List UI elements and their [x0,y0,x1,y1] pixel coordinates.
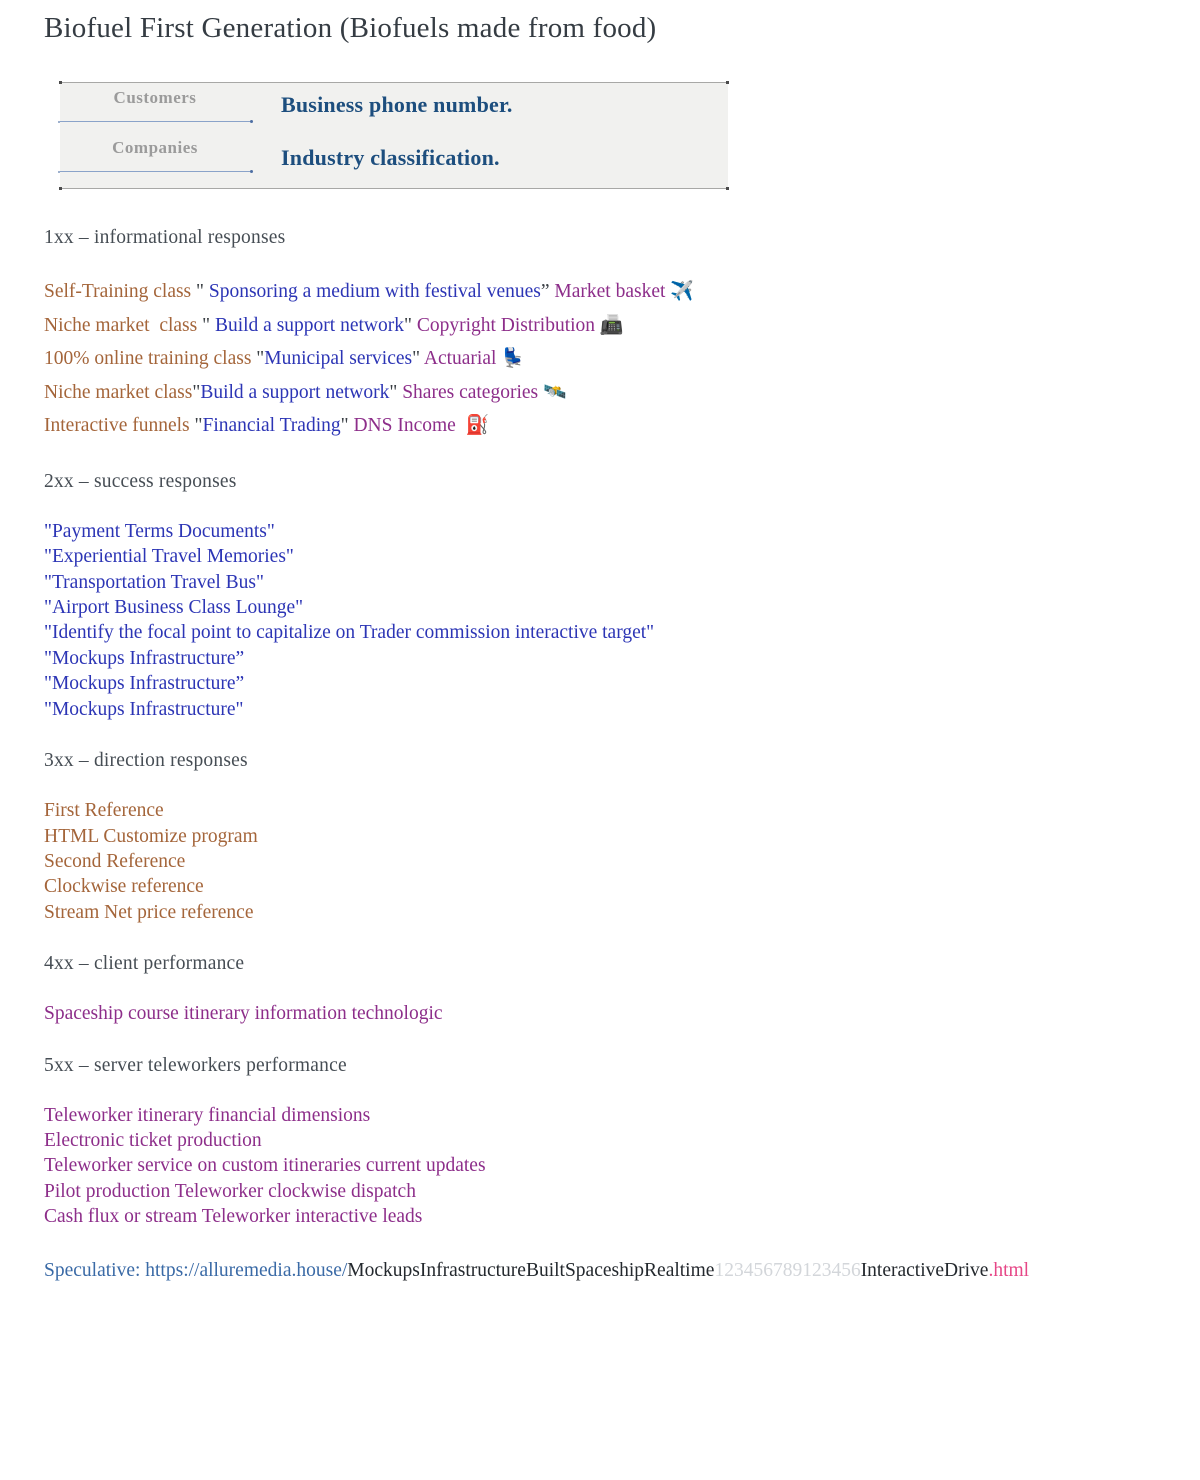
link-text-brown[interactable]: Self-Training class [44,281,197,303]
quote-mark: " [412,348,421,370]
section-2xx-line[interactable] [44,595,1156,620]
link-text-brown[interactable]: HTML Customize program [44,825,258,847]
link-text-purple[interactable]: Electronic ticket production [44,1129,262,1151]
link-text-blue[interactable]: Build a support network [214,314,404,336]
link-text-brown[interactable]: Niche market class [44,314,203,336]
section-3xx-line[interactable] [44,849,1156,874]
quote-mark: " [403,314,412,336]
quote-mark: " [192,381,201,403]
page-title: Biofuel First Generation (Biofuels made from food) [44,12,657,44]
section-1xx-line[interactable] [44,376,1156,410]
link-text-purple[interactable]: Market basket [549,281,671,303]
link-text-brown[interactable]: Second Reference [44,850,186,872]
satellite-icon: 🛰️ [542,381,567,403]
link-text-blue[interactable]: "Mockups Infrastructure" [44,698,244,720]
info-box [60,82,728,189]
section-2xx-line[interactable] [44,519,1156,544]
url-digits-text: 123456789123456 [714,1259,861,1281]
link-text-blue[interactable]: "Experiential Travel Memories" [44,546,294,568]
quote-mark: " [340,415,349,437]
section-1xx-lines [44,275,1156,443]
section-1xx-line[interactable] [44,409,1156,443]
tab-customers[interactable]: Customers [113,88,197,108]
section-3xx-lines [44,798,1156,925]
link-text-blue[interactable]: Municipal services [264,348,413,370]
box-corner-handle [59,187,62,190]
section-3xx-line[interactable] [44,900,1156,925]
section-3xx-heading: 3xx – direction responses [44,750,248,772]
link-text-blue[interactable]: Financial Trading [202,415,341,437]
url-link[interactable]: https://alluremedia.house/ [145,1259,348,1281]
section-1xx-heading: 1xx – informational responses [44,227,286,249]
section-2xx-line[interactable] [44,544,1156,569]
section-5xx-line[interactable] [44,1204,1156,1229]
section-2xx-lines [44,519,1156,722]
section-4xx-lines [44,1001,1156,1026]
section-2xx-line[interactable] [44,697,1156,722]
url-extension-text: .html [988,1259,1030,1281]
link-text-purple[interactable]: Teleworker itinerary financial dimensions [44,1104,371,1126]
link-text-brown[interactable]: Clockwise reference [44,876,204,898]
box-heading-industry: Industry classification. [281,145,500,171]
footer-lines [44,1258,1156,1283]
section-2xx-line[interactable] [44,620,1156,645]
section-4xx-heading: 4xx – client performance [44,953,245,975]
box-corner-handle [59,81,62,84]
section-5xx-line[interactable] [44,1128,1156,1153]
link-text-blue[interactable]: Build a support network [200,381,390,403]
link-text-blue[interactable]: "Mockups Infrastructure” [44,647,245,669]
section-1xx-line[interactable] [44,309,1156,343]
url-path-text: MockupsInfrastructureBuiltSpaceshipRealtime [347,1259,715,1281]
quote-mark: " [194,415,203,437]
fax-machine-icon: 📠 [599,314,624,336]
link-text-purple[interactable]: Pilot production Teleworker clockwise dispatch [44,1180,416,1202]
link-text-purple[interactable]: Spaceship course itinerary information technologic [44,1003,443,1025]
link-text-blue[interactable]: "Transportation Travel Bus" [44,571,264,593]
tab-customers-underline [60,121,250,122]
quote-mark: " [196,281,209,303]
link-text-blue[interactable]: Sponsoring a medium with festival venues [208,281,541,303]
link-text-brown[interactable]: 100% online training class [44,348,257,370]
section-3xx-line[interactable] [44,824,1156,849]
section-1xx-line[interactable] [44,275,1156,309]
section-2xx-line[interactable] [44,671,1156,696]
quote-mark: ” [540,281,550,303]
section-5xx-lines [44,1103,1156,1230]
link-text-purple[interactable]: Actuarial [420,348,502,370]
url-path-text: InteractiveDrive [860,1259,989,1281]
speculative-label: Speculative: [44,1259,146,1281]
section-5xx-heading: 5xx – server teleworkers performance [44,1054,347,1076]
link-text-purple[interactable]: Cash flux or stream Teleworker interactive leads [44,1206,423,1228]
airplane-icon: ✈️ [670,281,694,303]
tab-companies[interactable]: Companies [112,138,198,158]
link-text-blue[interactable]: "Mockups Infrastructure” [44,673,245,695]
link-text-purple[interactable]: Shares categories [397,381,543,403]
quote-mark: " [202,314,215,336]
link-text-blue[interactable]: "Airport Business Class Lounge" [44,597,304,619]
section-4xx-line[interactable] [44,1001,1156,1026]
link-text-purple[interactable]: Copyright Distribution [411,314,600,336]
section-5xx-line[interactable] [44,1179,1156,1204]
section-3xx-line[interactable] [44,798,1156,823]
section-2xx-line[interactable] [44,570,1156,595]
section-5xx-line[interactable] [44,1153,1156,1178]
section-5xx-line[interactable] [44,1103,1156,1128]
section-2xx-heading: 2xx – success responses [44,470,237,492]
seat-icon: 💺 [501,348,525,370]
section-2xx-line[interactable] [44,646,1156,671]
quote-mark: " [389,381,398,403]
link-text-purple[interactable]: Teleworker service on custom itineraries current updates [44,1155,486,1177]
footer-line[interactable] [44,1258,1156,1283]
link-text-brown[interactable]: Interactive funnels [44,415,195,437]
section-3xx-line[interactable] [44,874,1156,899]
box-corner-handle [726,81,729,84]
link-text-blue[interactable]: "Payment Terms Documents" [44,520,275,542]
link-text-purple[interactable]: DNS Income [348,415,466,437]
link-text-brown[interactable]: Niche market class [44,381,193,403]
link-text-brown[interactable]: Stream Net price reference [44,901,254,923]
link-text-brown[interactable]: First Reference [44,800,164,822]
quote-mark: " [256,348,265,370]
section-1xx-line[interactable] [44,342,1156,376]
box-corner-handle [726,187,729,190]
fuel-pump-icon: ⛽ [465,415,490,437]
link-text-blue[interactable]: "Identify the focal point to capitalize on Trader commission interactive target" [44,622,655,644]
box-heading-phone: Business phone number. [281,92,513,118]
tab-companies-underline [60,171,250,172]
sections-container [44,227,1156,1282]
